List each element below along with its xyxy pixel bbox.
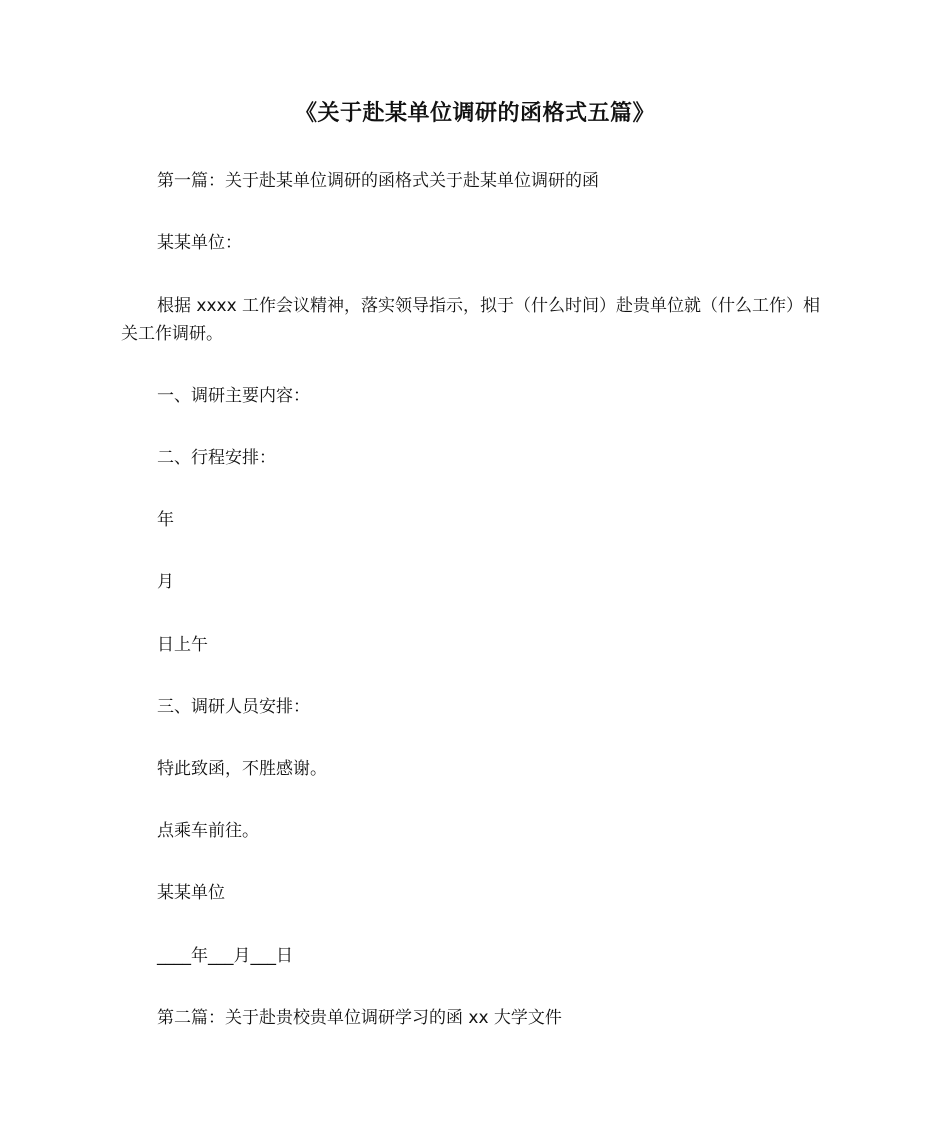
- paragraph-month: 月: [157, 572, 174, 592]
- paragraph-date-line: ____年___月___日: [157, 946, 293, 966]
- paragraph-body-intro: 根据 xxxx 工作会议精神，落实领导指示，拟于（什么时间）赴贵单位就（什么工作）相关工作调研。: [121, 296, 821, 344]
- document-title: 《关于赴某单位调研的函格式五篇》: [294, 101, 655, 126]
- paragraph-section-two: 二、行程安排：: [157, 448, 276, 468]
- paragraph-closing-thanks: 特此致函，不胜感谢。: [157, 759, 327, 779]
- paragraph-section-one: 一、调研主要内容：: [157, 386, 310, 406]
- paragraph-day-morning: 日上午: [157, 635, 208, 655]
- paragraph-salutation: 某某单位：: [157, 233, 242, 253]
- paragraph-part-one-heading: 第一篇：关于赴某单位调研的函格式关于赴某单位调研的函: [157, 171, 599, 191]
- paragraph-signature-unit: 某某单位: [157, 883, 225, 903]
- paragraph-year: 年: [157, 510, 174, 530]
- paragraph-transport: 点乘车前往。: [157, 821, 259, 841]
- paragraph-part-two-heading: 第二篇：关于赴贵校贵单位调研学习的函 xx 大学文件: [157, 1008, 562, 1028]
- paragraph-section-three: 三、调研人员安排：: [157, 697, 310, 717]
